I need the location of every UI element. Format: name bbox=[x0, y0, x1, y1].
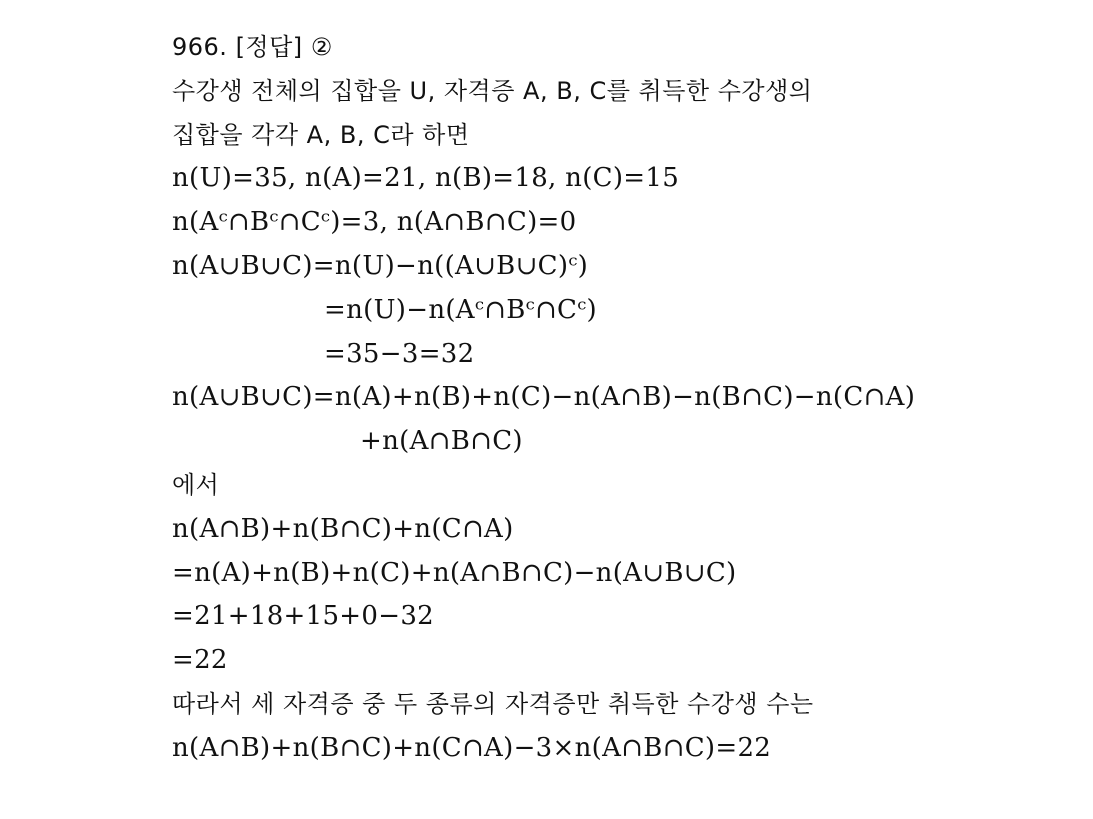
solution-text-line: 집합을 각각 A, B, C라 하면 bbox=[172, 120, 470, 149]
equation-line: n(A∩B)+n(B∩C)+n(C∩A)−3×n(A∩B∩C)=22 bbox=[172, 732, 772, 763]
solution-text-line: 에서 bbox=[172, 470, 220, 499]
answer-heading: 966. [정답] ② bbox=[172, 33, 333, 61]
equation-line: =21+18+15+0−32 bbox=[172, 601, 435, 632]
solution-text-line: 따라서 세 자격증 중 두 종류의 자격증만 취득한 수강생 수는 bbox=[172, 689, 814, 718]
equation-line: =n(U)−n(Aᶜ∩Bᶜ∩Cᶜ) bbox=[324, 294, 597, 325]
equation-line: n(A∪B∪C)=n(A)+n(B)+n(C)−n(A∩B)−n(B∩C)−n(C∩A) bbox=[172, 382, 916, 413]
equation-line: =35−3=32 bbox=[324, 338, 475, 369]
equation-line: =22 bbox=[172, 645, 228, 676]
equation-line: n(U)=35, n(A)=21, n(B)=18, n(C)=15 bbox=[172, 163, 680, 194]
equation-line: =n(A)+n(B)+n(C)+n(A∩B∩C)−n(A∪B∪C) bbox=[172, 557, 737, 588]
equation-line: n(A∩B)+n(B∩C)+n(C∩A) bbox=[172, 513, 514, 544]
equation-line: +n(A∩B∩C) bbox=[360, 426, 523, 457]
solution-text-line: 수강생 전체의 집합을 U, 자격증 A, B, C를 취득한 수강생의 bbox=[172, 76, 813, 105]
equation-line: n(Aᶜ∩Bᶜ∩Cᶜ)=3, n(A∩B∩C)=0 bbox=[172, 207, 577, 238]
equation-line: n(A∪B∪C)=n(U)−n((A∪B∪C)ᶜ) bbox=[172, 250, 589, 281]
solution-document bbox=[172, 26, 1072, 771]
